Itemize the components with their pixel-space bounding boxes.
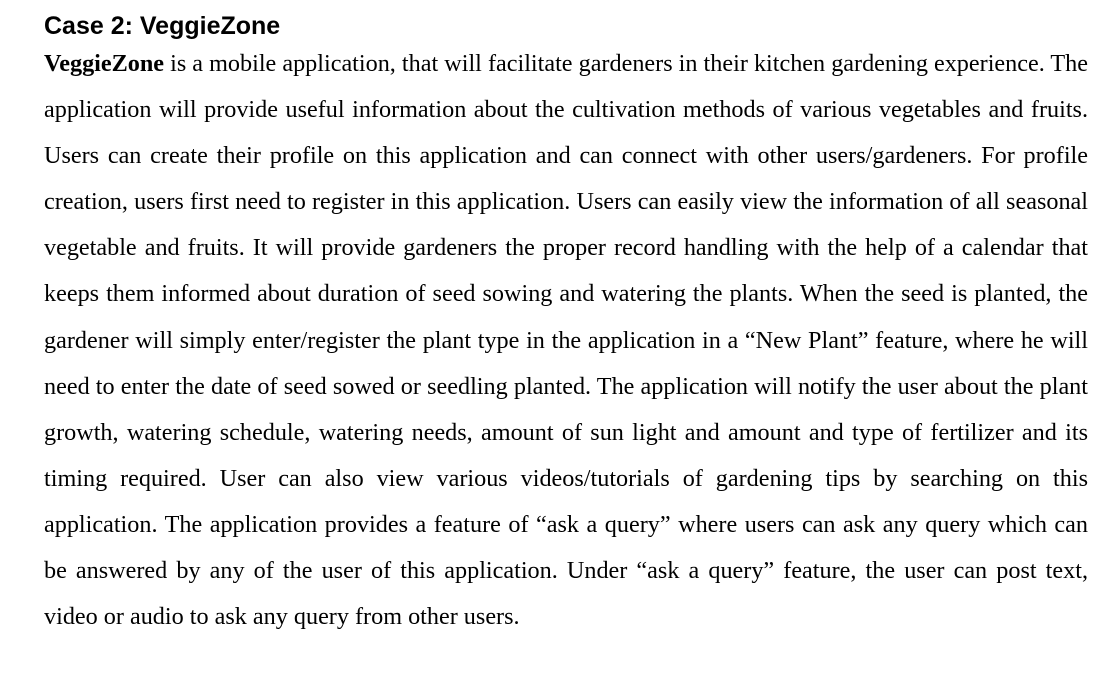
case-heading: Case 2: VeggieZone: [44, 12, 281, 40]
description-text: is a mobile application, that will facilitate gardeners in their kitchen gardening experience. The application will provide useful information about the cultivation methods of various vegetables and fruits. Users can create their profile on this application and can connect with other users/gardeners. For profile creation, users first need to register in this application. Users can easily view the information of all seasonal vegetable and fruits. It will provide gardeners the proper record handling with the help of a calendar that keeps them informed about duration of seed sowing and watering the plants. When the seed is planted, the gardener will simply enter/register the plant type in the application in a “New Plant” feature, where he will need to enter the date of seed sowed or seedling planted. The application will notify the user about the plant growth, watering schedule, watering needs, amount of sun light and amount and type of fertilizer and its timing required. User can also view various videos/tutorials of gardening tips by searching on this application. The application provides a feature of “ask a query” where users can ask any query which can be answered by any of the user of this application. Under “ask a query” feature, the user can post text, video or audio to ask any query from other users.: [44, 50, 1088, 631]
app-name: VeggieZone: [44, 50, 165, 77]
case-description: [44, 41, 1088, 640]
document: [44, 8, 1088, 640]
